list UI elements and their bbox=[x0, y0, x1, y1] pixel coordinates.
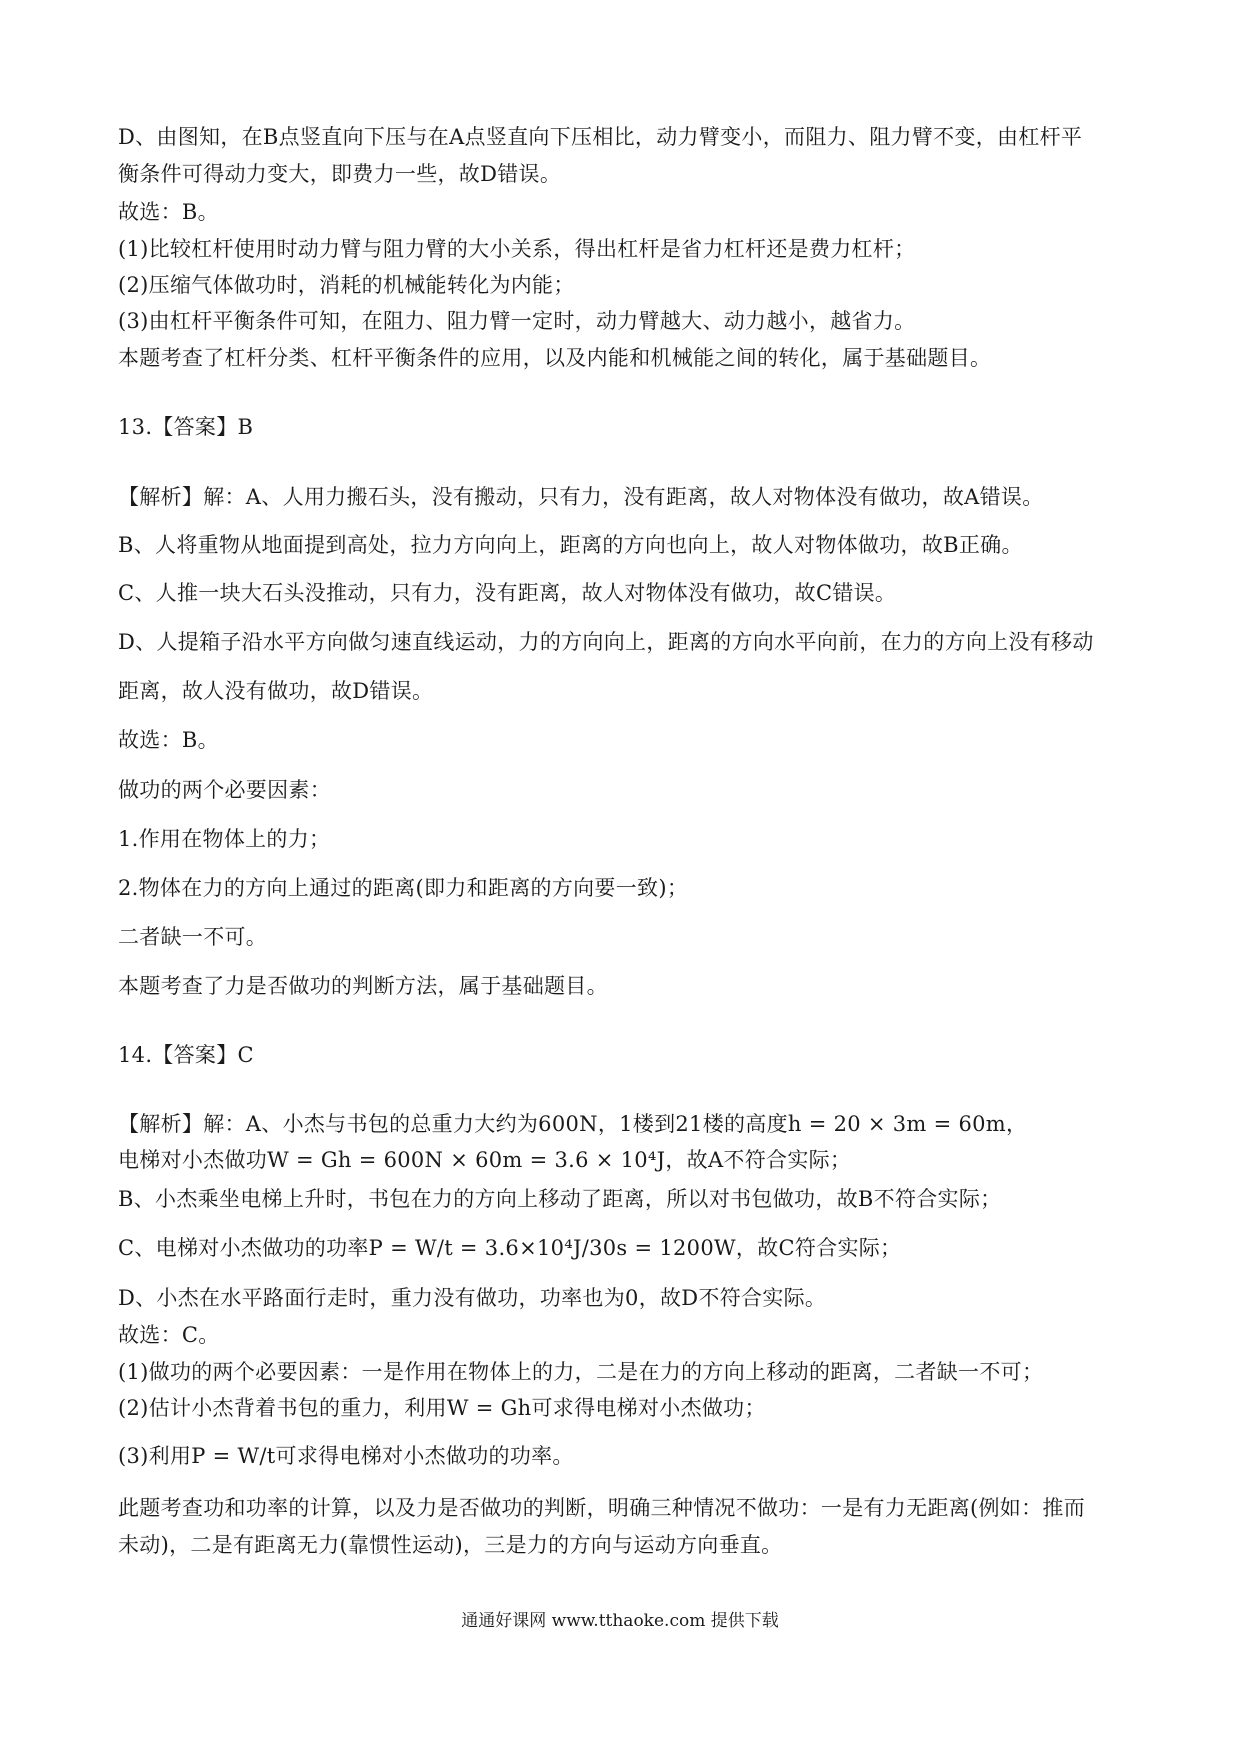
answer-heading-14: 14.【答案】C bbox=[118, 1043, 254, 1067]
text-line: 故选：B。 bbox=[118, 200, 219, 224]
text-line: 2.物体在力的方向上通过的距离(即力和距离的方向要一致)； bbox=[118, 876, 689, 900]
footer-source: 通通好课网 www.tthaoke.com 提供下载 bbox=[461, 1611, 779, 1631]
text-line: (3)由杠杆平衡条件可知，在阻力、阻力臂一定时，动力臂越大、动力越小，越省力。 bbox=[118, 309, 916, 333]
text-line: 【解析】解：A、小杰与书包的总重力大约为600N，1楼到21楼的高度h = 20 × 3m = 60m， bbox=[118, 1112, 1028, 1136]
text-line: 电梯对小杰做功W = Gh = 600N × 60m = 3.6 × 10⁴J，故A不符合实际； bbox=[118, 1148, 852, 1172]
text-line: D、由图知，在B点竖直向下压与在A点竖直向下压相比，动力臂变小，而阻力、阻力臂不变，由杠杆平 bbox=[118, 125, 1083, 149]
text-line: C、电梯对小杰做功的功率P = W/t = 3.6×10⁴J/30s = 1200W，故C符合实际； bbox=[118, 1236, 902, 1260]
text-line: D、小杰在水平路面行走时，重力没有做功，功率也为0，故D不符合实际。 bbox=[118, 1286, 827, 1310]
text-line: B、人将重物从地面提到高处，拉力方向向上，距离的方向也向上，故人对物体做功，故B正确。 bbox=[118, 533, 1023, 557]
answer-heading-13: 13.【答案】B bbox=[118, 415, 254, 439]
text-line: (3)利用P = W/t可求得电梯对小杰做功的功率。 bbox=[118, 1444, 574, 1468]
text-line: B、小杰乘坐电梯上升时，书包在力的方向上移动了距离，所以对书包做功，故B不符合实际； bbox=[118, 1187, 1002, 1211]
text-line: C、人推一块大石头没推动，只有力，没有距离，故人对物体没有做功，故C错误。 bbox=[118, 581, 897, 605]
text-line: (2)估计小杰背着书包的重力，利用W = Gh可求得电梯对小杰做功； bbox=[118, 1396, 766, 1420]
text-line: D、人提箱子沿水平方向做匀速直线运动，力的方向向上，距离的方向水平向前，在力的方向上没有移动 bbox=[118, 630, 1094, 654]
text-line: 衡条件可得动力变大，即费力一些，故D错误。 bbox=[118, 162, 562, 186]
text-line: (1)比较杠杆使用时动力臂与阻力臂的大小关系，得出杠杆是省力杠杆还是费力杠杆； bbox=[118, 237, 916, 261]
text-line: 距离，故人没有做功，故D错误。 bbox=[118, 679, 434, 703]
text-line: 本题考查了杠杆分类、杠杆平衡条件的应用，以及内能和机械能之间的转化，属于基础题目。 bbox=[118, 346, 992, 370]
text-line: 【解析】解：A、人用力搬石头，没有搬动，只有力，没有距离，故人对物体没有做功，故A错误。 bbox=[118, 485, 1044, 509]
text-line: (2)压缩气体做功时，消耗的机械能转化为内能； bbox=[118, 273, 575, 297]
text-line: 二者缺一不可。 bbox=[118, 925, 268, 949]
text-line: 本题考查了力是否做功的判断方法，属于基础题目。 bbox=[118, 974, 608, 998]
text-line: 故选：B。 bbox=[118, 728, 219, 752]
text-line: (1)做功的两个必要因素：一是作用在物体上的力，二是在力的方向上移动的距离，二者缺一不可； bbox=[118, 1360, 1044, 1384]
text-line: 此题考查功和功率的计算，以及力是否做功的判断，明确三种情况不做功：一是有力无距离(例如：推而 bbox=[118, 1496, 1085, 1520]
text-line: 未动)，二是有距离无力(靠惯性运动)，三是力的方向与运动方向垂直。 bbox=[118, 1533, 783, 1557]
text-line: 故选：C。 bbox=[118, 1323, 220, 1347]
text-line: 1.作用在物体上的力； bbox=[118, 827, 331, 851]
text-line: 做功的两个必要因素： bbox=[118, 778, 331, 802]
